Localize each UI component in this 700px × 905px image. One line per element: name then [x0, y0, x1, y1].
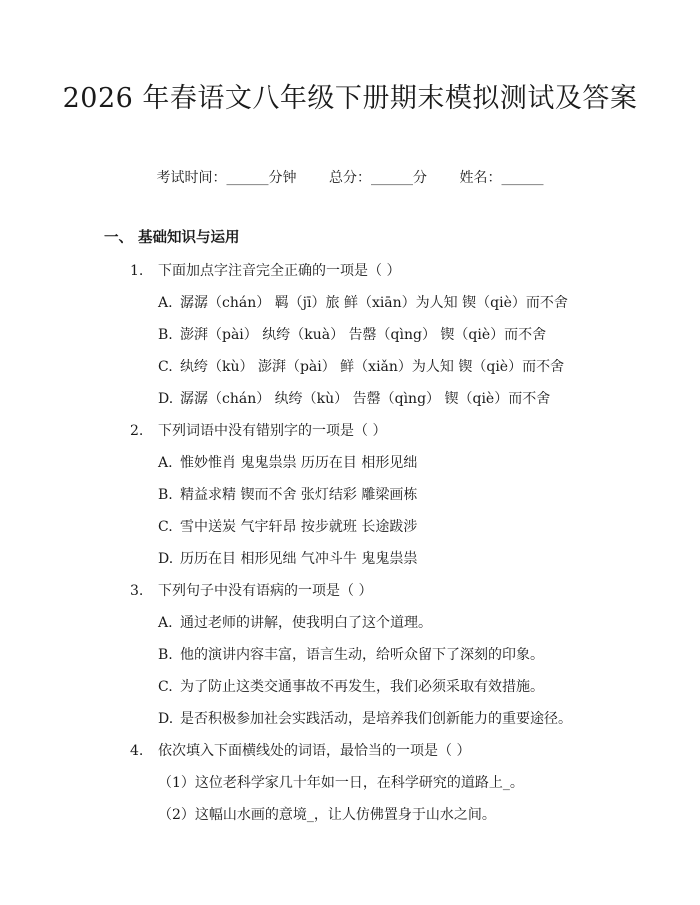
- option-label: C.: [158, 359, 173, 375]
- option-text: 是否积极参加社会实践活动，是培养我们创新能力的重要途径。: [180, 711, 572, 727]
- question-3-option-a: [158, 613, 432, 633]
- option-label: A.: [158, 455, 173, 471]
- question-number: 3.: [130, 583, 144, 599]
- question-2-option-a: [158, 453, 417, 473]
- question-2-option-c: [158, 517, 417, 537]
- option-label: D.: [158, 551, 174, 567]
- question-4-item-1: （1）这位老科学家几十年如一日，在科学研究的道路上_。: [158, 775, 524, 791]
- option-text: 精益求精 锲而不舍 张灯结彩 雕梁画栋: [180, 487, 418, 503]
- question-1-option-d: [158, 389, 550, 409]
- option-label: A.: [158, 615, 173, 631]
- total-score-field: 总分：______分: [329, 170, 427, 186]
- option-text: 潺潺（chán） 羁（jī）旅 鲜（xiān）为人知 锲（qiè）而不舍: [180, 295, 568, 311]
- question-text: 下列词语中没有错别字的一项是（ ）: [158, 423, 387, 439]
- option-text: 为了防止这类交通事故不再发生，我们必须采取有效措施。: [180, 679, 544, 695]
- question-text: 下列句子中没有语病的一项是（ ）: [158, 583, 373, 599]
- page-title: 2026 年春语文八年级下册期末模拟测试及答案: [62, 83, 638, 114]
- question-text: 下面加点字注音完全正确的一项是（ ）: [158, 263, 401, 279]
- question-3: [130, 581, 372, 601]
- question-1-option-c: [158, 357, 564, 377]
- student-name-field: 姓名：______: [459, 170, 544, 186]
- option-text: 雪中送炭 气宇轩昂 按步就班 长途跋涉: [180, 519, 418, 535]
- question-1-option-a: [158, 293, 568, 313]
- question-2-option-d: [158, 549, 417, 569]
- question-number: 4.: [130, 743, 144, 759]
- option-label: D.: [158, 391, 174, 407]
- option-text: 纨绔（kù） 澎湃（pài） 鲜（xiǎn）为人知 锲（qiè）而不舍: [180, 359, 565, 375]
- option-label: D.: [158, 711, 174, 727]
- option-text: 惟妙惟肖 鬼鬼祟祟 历历在目 相形见绌: [180, 455, 418, 471]
- question-number: 1.: [130, 263, 144, 279]
- option-text: 潺潺（chán） 纨绔（kù） 告罄（qìng） 锲（qiè）而不舍: [180, 391, 551, 407]
- question-4-item-2: （2）这幅山水画的意境_，让人仿佛置身于山水之间。: [158, 807, 496, 823]
- section-heading: [104, 228, 240, 248]
- exam-meta: [0, 168, 700, 188]
- option-label: C.: [158, 519, 173, 535]
- option-label: B.: [158, 327, 173, 343]
- question-number: 2.: [130, 423, 144, 439]
- option-label: B.: [158, 487, 173, 503]
- question-1: [130, 261, 400, 281]
- question-3-option-b: [158, 645, 544, 665]
- question-1-option-b: [158, 325, 546, 345]
- question-4: [130, 741, 470, 761]
- question-3-option-c: [158, 677, 544, 697]
- question-2: [130, 421, 386, 441]
- option-label: C.: [158, 679, 173, 695]
- option-label: A.: [158, 295, 173, 311]
- question-2-option-b: [158, 485, 417, 505]
- option-text: 通过老师的讲解，使我明白了这个道理。: [180, 615, 432, 631]
- section-number: 一、: [104, 230, 133, 246]
- option-text: 澎湃（pài） 纨绔（kuà） 告罄（qìng） 锲（qiè）而不舍: [180, 327, 547, 343]
- question-text: 依次填入下面横线处的词语，最恰当的一项是（ ）: [158, 743, 471, 759]
- question-3-option-d: [158, 709, 572, 729]
- section-title: 基础知识与运用: [138, 230, 240, 246]
- option-text: 他的演讲内容丰富，语言生动，给听众留下了深刻的印象。: [180, 647, 544, 663]
- exam-time-field: 考试时间：______分钟: [156, 170, 297, 186]
- option-text: 历历在目 相形见绌 气冲斗牛 鬼鬼祟祟: [180, 551, 418, 567]
- option-label: B.: [158, 647, 173, 663]
